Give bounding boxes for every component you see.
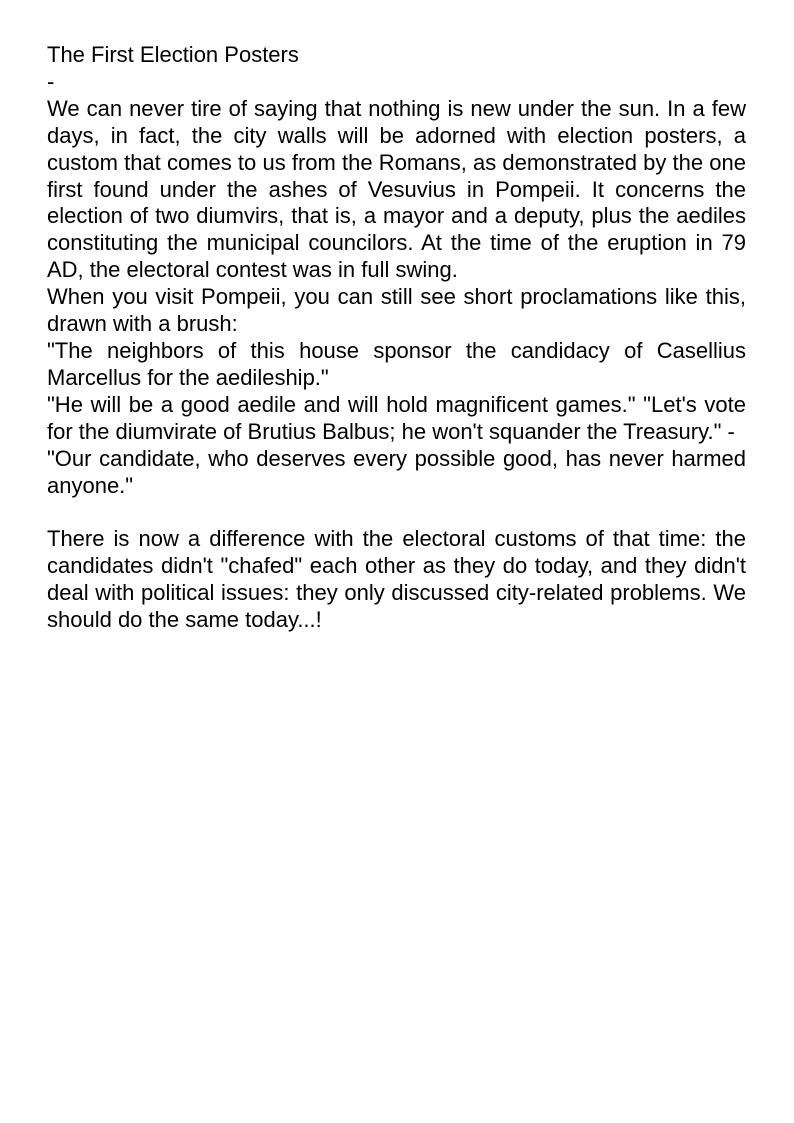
document-title: The First Election Posters xyxy=(47,42,299,67)
paragraph-intro: We can never tire of saying that nothing is new under the sun. In a few days, in fact, the city walls will be adorned with election posters, a custom that comes to us from the Romans, as demonstrated by the one first found under the ashes of Vesuvius in Pompeii. It concerns the election of two diumvirs, that is, a mayor and a deputy, plus the aediles constituting the municipal councilors. At the time of the eruption in 79 AD, the electoral contest was in full swing. xyxy=(47,95,746,283)
paragraph-proclamations: When you visit Pompeii, you can still see short proclamations like this, drawn with a brush: xyxy=(47,284,746,337)
paragraph-spacer xyxy=(47,499,746,526)
quote-candidate: "Our candidate, who deserves every possible good, has never harmed anyone." xyxy=(47,445,746,498)
document-page xyxy=(47,42,746,634)
quote-neighbors: "The neighbors of this house sponsor the candidacy of Casellius Marcellus for the aedileship." xyxy=(47,337,746,390)
title-separator: - xyxy=(47,68,55,94)
paragraph-conclusion: There is now a difference with the electoral customs of that time: the candidates didn't "chafed" each other as they do today, and they didn't deal with political issues: they only discussed city-related problems. We should do the same today...! xyxy=(47,526,746,633)
quote-aedile-games: "He will be a good aedile and will hold magnificent games." "Let's vote for the diumvirate of Brutius Balbus; he won't squander the Treasury." - xyxy=(47,391,746,444)
